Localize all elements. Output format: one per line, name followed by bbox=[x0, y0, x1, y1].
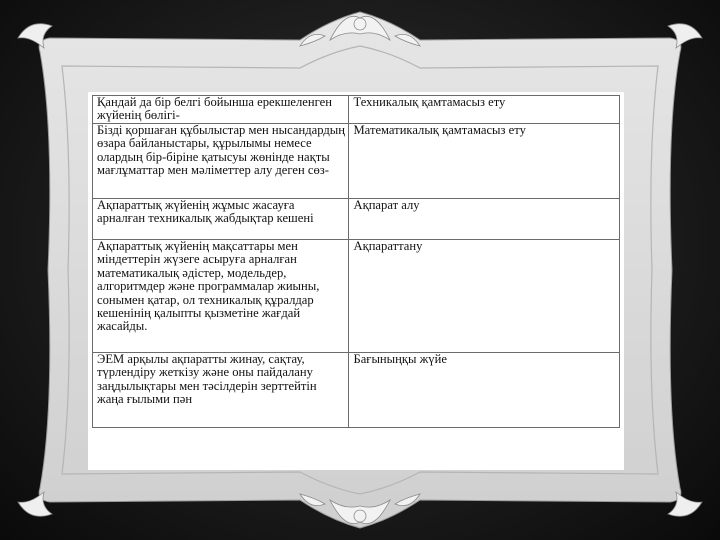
definition-cell: Қандай да бір белгі бойынша ерекшеленген жүйенің бөлігі- bbox=[93, 96, 349, 124]
matching-table bbox=[92, 95, 620, 428]
table-row bbox=[93, 353, 620, 428]
definition-cell: ЭЕМ арқылы ақпаратты жинау, сақтау, түрлендіру жеткізу және оны пайдалану заңдылықтары мен тәсілдерін зерттейтін жаңа ғылыми пән bbox=[93, 353, 349, 428]
table-row bbox=[93, 96, 620, 124]
term-cell: Техникалық қамтамасыз ету bbox=[349, 96, 620, 124]
definition-cell: Ақпараттық жүйенің жұмыс жасауға арналған техникалық жабдықтар кешені bbox=[93, 199, 349, 240]
term-cell: Математикалық қамтамасыз ету bbox=[349, 124, 620, 199]
term-cell: Ақпарат алу bbox=[349, 199, 620, 240]
term-cell: Бағыныңқы жүйе bbox=[349, 353, 620, 428]
definition-cell: Ақпараттық жүйенің мақсаттары мен міндеттерін жүзеге асыруға арналған математикалық әдістер, модельдер, алгоритмдер және программалар жиыны, сонымен қатар, ол техникалық құралдар кешенінің қалыпты қызметіне жағдай жасайды. bbox=[93, 240, 349, 353]
content-panel bbox=[88, 92, 624, 470]
table-row bbox=[93, 124, 620, 199]
table-row bbox=[93, 199, 620, 240]
definition-cell: Бізді қоршаған құбылыстар мен нысандардың өзара байланыстары, құрылымы немесе олардың бір-біріне қатысуы жөнінде нақты мағлұматтар мен мәліметтер алу деген сөз- bbox=[93, 124, 349, 199]
table-row bbox=[93, 240, 620, 353]
term-cell: Ақпараттану bbox=[349, 240, 620, 353]
